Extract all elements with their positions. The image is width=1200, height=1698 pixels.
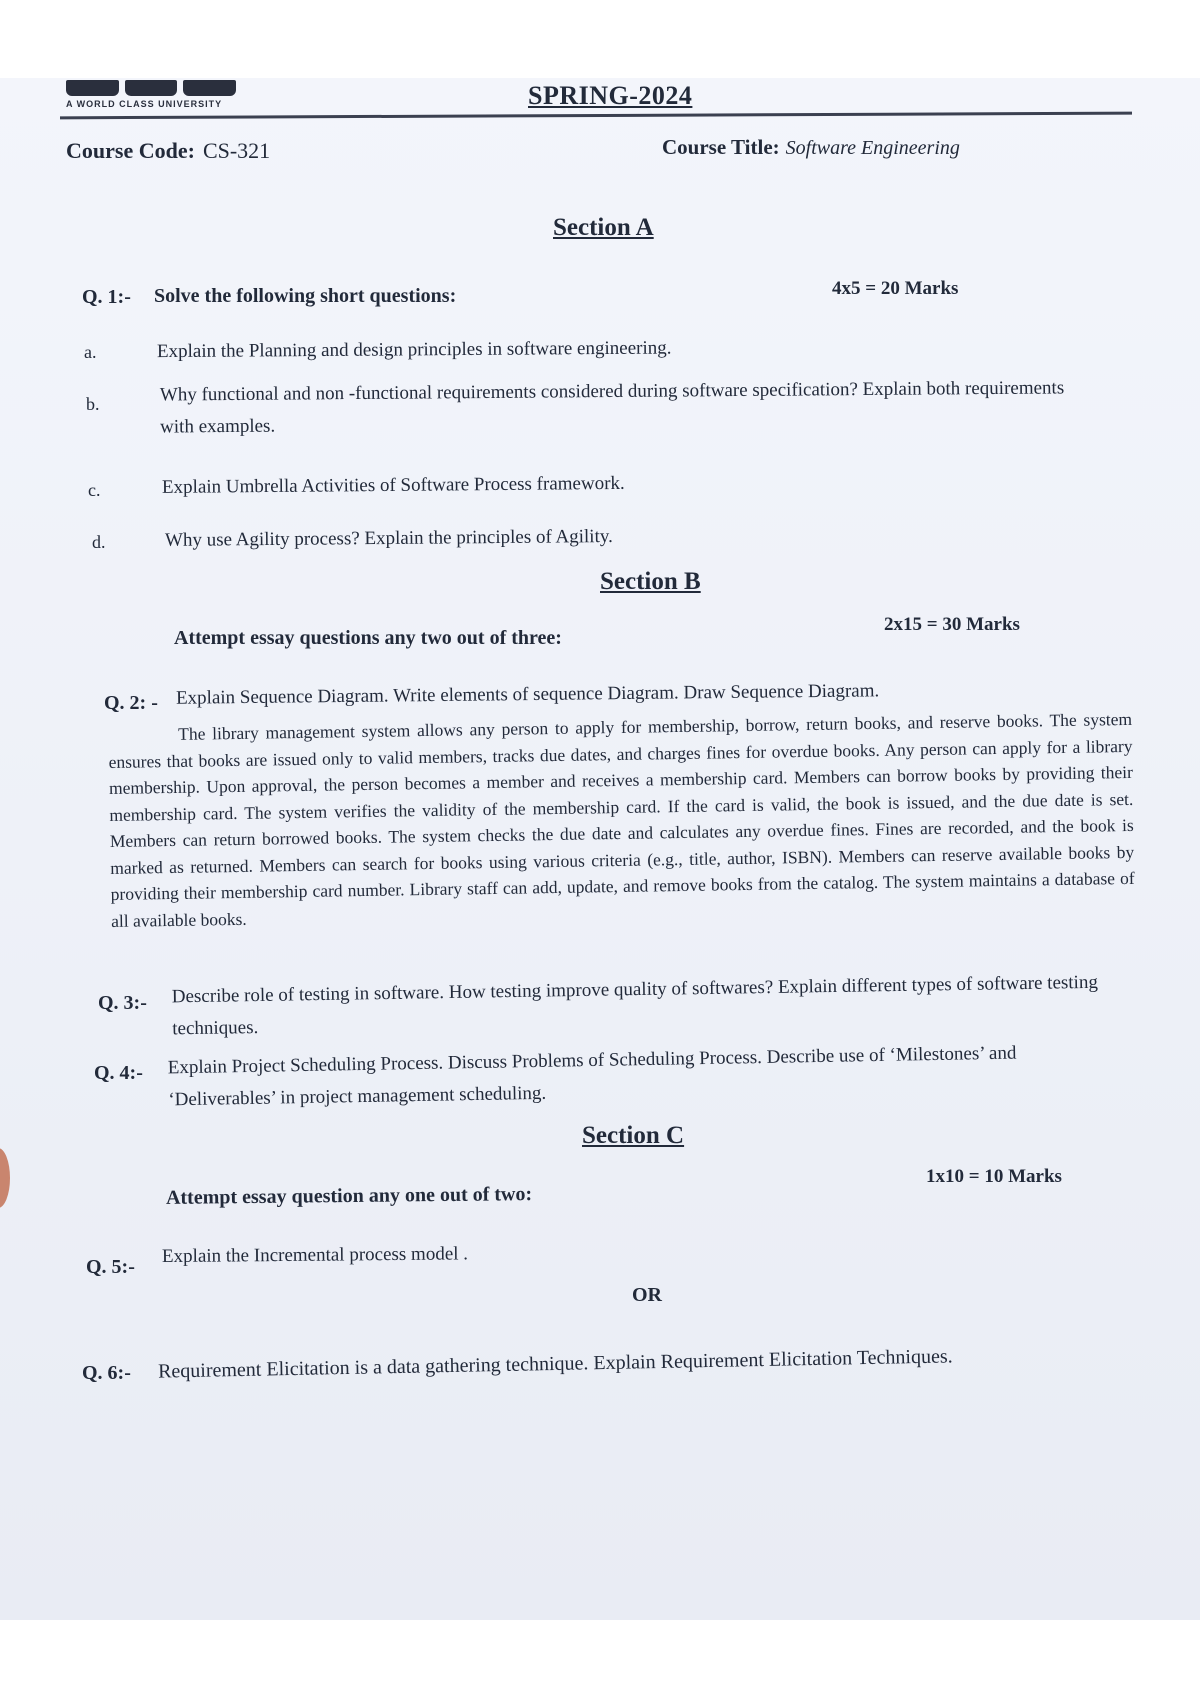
course-title-value: Software Engineering — [785, 137, 960, 159]
photo-smudge — [0, 1148, 10, 1208]
q1b-text: Why functional and non -functional requirements considered during software specification? Explain both requirements with examples. — [159, 377, 1065, 438]
q1d-text: Why use Agility process? Explain the principles of Agility. — [164, 526, 613, 551]
course-title-label: Course Title: — [662, 135, 780, 159]
or-separator: OR — [632, 1284, 662, 1306]
q6-text: Requirement Elicitation is a data gathering technique. Explain Requirement Elicitation Techniques. — [157, 1345, 953, 1383]
q1d-letter: d. — [92, 532, 106, 552]
section-a-marks: 4x5 = 20 Marks — [832, 278, 959, 299]
university-logo — [66, 80, 236, 109]
q4-label: Q. 4:- — [94, 1062, 143, 1084]
q1b-letter: b. — [86, 394, 100, 414]
q2-scenario: The library management system allows any person to apply for membership, borrow, return books, and reserve books. The system ensures that books are issued only to valid members, tracks due dates, and charges fines for overdue books. Any person can apply for a library membership. Upon approval, the person becomes a member and receives a membership card. Members can borrow books by providing their membership card. The system verifies the validity of the membership card. If the card is valid, the book is issued, and the due date is set. Members can return borrowed books. The system checks the due date and calculates any overdue fines. Fines are recorded, and the book is marked as returned. Members can search for books using various criteria (e.g., title, author, ISBN). Members can reserve available books by providing their membership card number. Library staff can add, update, and remove books from the catalog. The system maintains a database of all available books. — [108, 708, 1135, 931]
course-code — [66, 138, 270, 164]
q1a-letter: a. — [84, 342, 97, 362]
q1-instruction: Solve the following short questions: — [154, 285, 457, 307]
q2-text: Explain Sequence Diagram. Write elements of sequence Diagram. Draw Sequence Diagram. — [175, 680, 880, 709]
q4-text: Explain Project Scheduling Process. Discuss Problems of Scheduling Process. Describe use of ‘Milestones’ and ‘Deliverables’ in project management scheduling. — [167, 1042, 1017, 1111]
section-b-heading: Section B — [600, 568, 701, 595]
section-c-heading: Section C — [582, 1122, 685, 1149]
q3-text: Describe role of testing in software. How testing improve quality of softwares? Explain different types of software testing techniques. — [171, 971, 1099, 1040]
q2-label: Q. 2: - — [104, 692, 158, 714]
q1c-text: Explain Umbrella Activities of Software Process framework. — [161, 472, 625, 498]
header-divider — [60, 112, 1132, 120]
q6-label: Q. 6:- — [82, 1362, 131, 1384]
course-title — [662, 135, 960, 160]
university-tagline: A WORLD CLASS UNIVERSITY — [66, 99, 223, 109]
q1-label: Q. 1:- — [82, 286, 131, 308]
q1c-letter: c. — [88, 480, 101, 500]
q5-text: Explain the Incremental process model . — [161, 1243, 469, 1268]
exam-term: SPRING-2024 — [528, 81, 693, 110]
q1a-text: Explain the Planning and design principles in software engineering. — [156, 337, 672, 363]
course-code-label: Course Code: — [66, 138, 195, 163]
section-b-marks: 2x15 = 30 Marks — [884, 614, 1020, 635]
q3-label: Q. 3:- — [98, 992, 147, 1014]
section-b-instruction: Attempt essay questions any two out of three: — [174, 627, 562, 649]
section-c-instruction: Attempt essay question any one out of two: — [165, 1183, 533, 1209]
exam-paper — [0, 78, 1200, 1620]
course-code-value: CS-321 — [202, 138, 271, 163]
section-c-marks: 1x10 = 10 Marks — [926, 1166, 1062, 1187]
section-a-heading: Section A — [553, 214, 654, 241]
q5-label: Q. 5:- — [86, 1256, 135, 1278]
